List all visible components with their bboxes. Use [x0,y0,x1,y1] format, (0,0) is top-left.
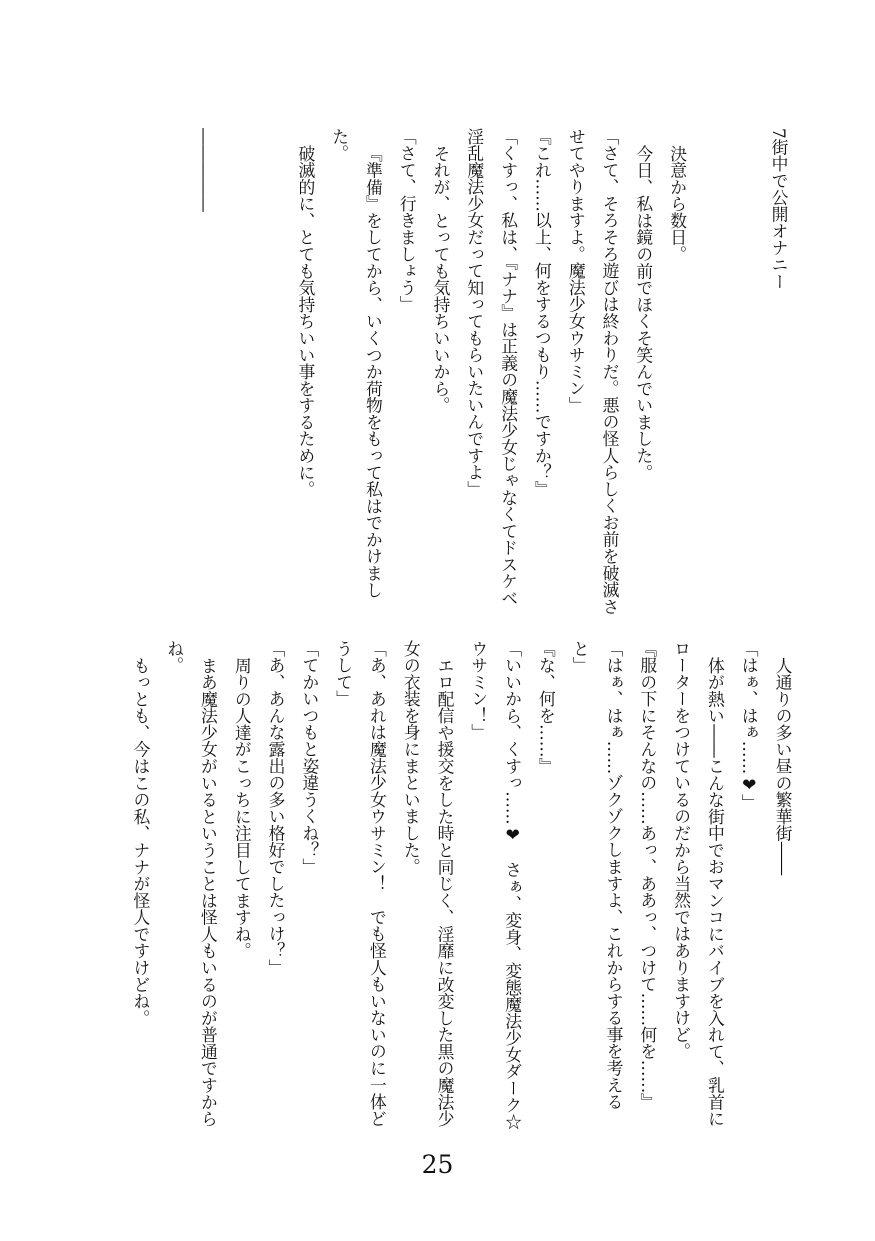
text-line: 『これ……以上、何をするつもり……ですか？』 [532,128,553,498]
text-line: 人通りの多い昼の繁華街―― [773,656,793,876]
text-line: 「はぁ、はぁ……ゾクゾクしますよ、これからする事を考える [604,640,625,1111]
text-line: 淫乱魔法少女だって知ってもらいたいんですよ」 [464,128,485,498]
text-line: うして」 [333,640,354,708]
text-line: 破滅的に、とても気持ちいい事をするために。 [295,144,316,498]
blank-line [727,128,761,615]
blank-line [220,128,254,615]
chapter-title: 7街中で公開オナニー [769,128,789,290]
text-line: と」 [570,640,591,674]
text-line: た。 [329,128,350,162]
text-line: 「はぁ、はぁ……❤」 [739,640,760,812]
blank-line [694,128,728,615]
text-line: 体が熱い――こんな街中でおマンコにバイブを入れて、乳首に [705,656,726,1127]
section-1-lines [288,128,694,615]
section-separator: ――――― [194,128,215,212]
text-line: それが、とっても気持ちいいから。 [431,144,452,414]
text-line: 今日、私は鏡の前でほくそ笑んでいました。 [633,144,654,481]
text-line: 「さて、そろそろ遊びは終わりだ。悪の怪人らしくお前を破滅さ [600,128,621,615]
text-line: 決意から数日。 [667,144,688,263]
page-number: 25 [421,1150,454,1179]
text-line: 『服の下にそんなの……あっ、ああっ、つけて……何を……』 [637,640,658,1111]
section-1 [187,128,795,615]
text-line: 「いいから、くすっ……❤ さぁ、変身、変態魔法少女ダーク☆ [502,640,523,1131]
blank-line [254,128,288,615]
text-line: 女の衣装を身にまといました。 [401,640,422,876]
text-line: 『な、何を……』 [536,640,557,775]
text-line: ウサミン！」 [468,640,489,741]
section-2 [123,640,799,1130]
text-line: ローターをつけているのだから当然ではありますけど。 [671,640,692,1060]
text-line: エロ配信や援交をした時と同じく、淫靡に改変した黒の魔法少 [435,656,456,1127]
text-line: ね。 [164,640,185,674]
text-line: 「てかいつもと姿違うくね？」 [299,640,320,876]
text-line: まあ魔法少女がいるということは怪人もいるのが普通ですから [198,656,219,1127]
text-line: もっとも、今はこの私、ナナが怪人ですけどね。 [130,656,151,1027]
text-line: 「あ、あれは魔法少女ウサミン！ でも怪人もいないのに一体ど [367,640,388,1127]
text-line: 『準備』をしてから、いくつか荷物をもって私はでかけまし [363,144,384,599]
text-line: せてやりますよ。魔法少女ウサミン」 [566,128,587,414]
text-line: 「さて、行きましょう」 [397,128,418,313]
text-line: 周りの人達がこっちに注目してますね。 [232,656,253,960]
text-line: 「あ、あんな露出の多い格好でしたっけ？」 [266,640,287,976]
text-line: 「くすっ、私は、『ナナ』は正義の魔法少女じゃなくてドスケベ [498,128,519,607]
